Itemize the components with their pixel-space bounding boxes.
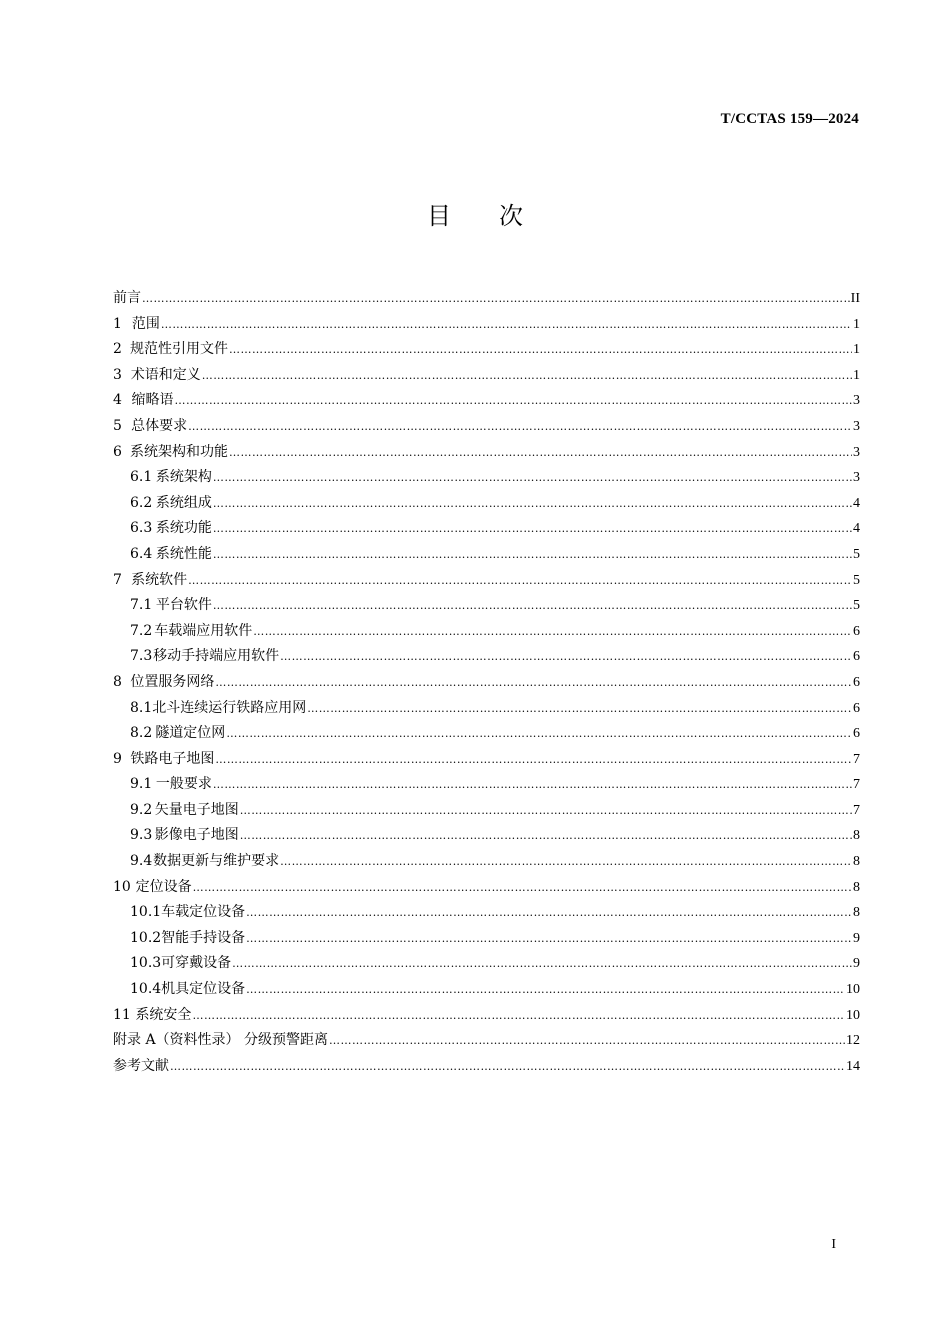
toc-leader-dots <box>240 798 852 824</box>
toc-leader-dots <box>232 951 852 977</box>
toc-entry-number: 7 <box>113 571 122 588</box>
toc-entry-page: 8 <box>853 905 860 921</box>
toc-leader-dots <box>142 286 850 312</box>
toc-entry-7[interactable] <box>113 568 860 594</box>
toc-entry-page: 5 <box>853 572 860 588</box>
toc-entry-6-4[interactable] <box>113 542 860 568</box>
toc-entry-page: 12 <box>846 1033 860 1049</box>
toc-entry-label: 铁路电子地图 <box>130 750 215 767</box>
toc-entry-page: 7 <box>853 751 860 767</box>
table-of-contents <box>113 286 860 1079</box>
toc-entry-10-1[interactable] <box>113 900 860 926</box>
toc-entry-page: 3 <box>853 393 860 409</box>
page-number: I <box>831 1237 836 1252</box>
toc-entry-label: 参考文献 <box>113 1057 169 1074</box>
toc-entry-label: 范围 <box>131 315 160 332</box>
toc-leader-dots <box>213 593 852 619</box>
toc-entry-8-2[interactable] <box>113 721 860 747</box>
toc-leader-dots <box>193 875 852 901</box>
toc-entry-page: II <box>850 291 860 306</box>
toc-entry-10-4[interactable] <box>113 977 860 1003</box>
toc-entry-label: 前言 <box>113 290 141 306</box>
toc-entry-page: 6 <box>853 726 860 742</box>
toc-leader-dots <box>213 516 852 542</box>
toc-title-char-1: 目 <box>427 202 451 230</box>
toc-entry-number: 1 <box>113 315 122 332</box>
toc-entry-label: 可穿戴设备 <box>161 955 232 972</box>
toc-leader-dots <box>188 568 852 594</box>
toc-entry-6-3[interactable] <box>113 516 860 542</box>
toc-leader-dots <box>161 312 852 338</box>
toc-entry-page: 8 <box>853 854 860 870</box>
toc-entry-number: 7.2 <box>130 622 153 639</box>
toc-entry-label: 规范性引用文件 <box>130 341 229 358</box>
toc-entry-label: 术语和定义 <box>130 366 201 383</box>
toc-entry-number: 8 <box>113 673 122 690</box>
toc-entry-page: 10 <box>846 1007 860 1023</box>
toc-entry-number: 4 <box>113 392 122 409</box>
toc-entry-label: 影像电子地图 <box>154 827 239 844</box>
toc-leader-dots <box>240 823 852 849</box>
toc-leader-dots <box>192 1003 845 1029</box>
toc-entry-number: 10.3 <box>130 955 162 972</box>
toc-entry-2[interactable] <box>113 337 860 363</box>
toc-entry-7-3[interactable] <box>113 644 860 670</box>
toc-entry-number: 9.2 <box>130 801 153 818</box>
toc-entry-page: 5 <box>853 598 860 614</box>
toc-entry-label: 缩略语 <box>131 392 174 409</box>
toc-entry-5[interactable] <box>113 414 860 440</box>
toc-leader-dots <box>246 900 852 926</box>
toc-leader-dots <box>253 619 852 645</box>
toc-leader-dots <box>202 363 852 389</box>
toc-entry-label: 一般要求 <box>155 776 212 793</box>
toc-entry-number: 6.1 <box>130 469 153 486</box>
toc-entry-page: 10 <box>846 982 860 998</box>
toc-leader-dots <box>329 1028 845 1054</box>
toc-entry-page: 3 <box>853 444 860 460</box>
toc-entry-4[interactable] <box>113 388 860 414</box>
toc-entry-9-2[interactable] <box>113 798 860 824</box>
toc-entry-number: 8.2 <box>130 725 153 742</box>
toc-leader-dots <box>170 1054 845 1080</box>
toc-entry-8-1[interactable] <box>113 696 860 722</box>
toc-entry-10-3[interactable] <box>113 951 860 977</box>
toc-entry-3[interactable] <box>113 363 860 389</box>
toc-title <box>0 196 950 231</box>
toc-leader-dots <box>246 977 845 1003</box>
toc-entry-number: 6.2 <box>130 494 153 511</box>
toc-entry-number: 3 <box>113 366 122 383</box>
toc-entry-number: 9 <box>113 750 122 767</box>
toc-entry-number: 6.4 <box>130 545 153 562</box>
toc-entry-page: 4 <box>853 495 860 511</box>
toc-leader-dots <box>215 670 852 696</box>
toc-entry-6-1[interactable] <box>113 465 860 491</box>
toc-entry-label: 车载端应用软件 <box>154 622 253 639</box>
toc-entry-label: 系统软件 <box>131 571 188 588</box>
toc-entry-label: 机具定位设备 <box>161 981 246 998</box>
toc-leader-dots <box>215 747 852 773</box>
toc-entry-label: 北斗连续运行铁路应用网 <box>152 699 307 716</box>
toc-leader-dots <box>280 849 852 875</box>
toc-entry-number: 6.3 <box>130 520 153 537</box>
toc-entry-6-2[interactable] <box>113 491 860 517</box>
toc-entry-label: 系统组成 <box>155 494 212 511</box>
toc-entry-label: 定位设备 <box>135 878 192 895</box>
toc-entry-label: 智能手持设备 <box>161 929 246 946</box>
toc-entry-10-2[interactable] <box>113 926 860 952</box>
toc-entry-label: 车载定位设备 <box>161 904 246 921</box>
toc-entry-page: 6 <box>853 649 860 665</box>
toc-entry-page: 4 <box>853 521 860 537</box>
toc-entry-9-4[interactable] <box>113 849 860 875</box>
toc-entry-page: 14 <box>846 1058 860 1074</box>
toc-entry-label: 系统架构 <box>155 469 212 486</box>
toc-entry-label: 系统性能 <box>155 545 212 562</box>
toc-leader-dots <box>213 542 852 568</box>
toc-leader-dots <box>280 644 852 670</box>
toc-entry-page: 7 <box>853 802 860 818</box>
toc-leader-dots <box>213 772 852 798</box>
toc-entry-page: 3 <box>853 418 860 434</box>
toc-entry-page: 6 <box>853 700 860 716</box>
toc-entry-foreword[interactable] <box>113 286 860 312</box>
toc-entry-number: 10.1 <box>130 904 162 921</box>
toc-leader-dots <box>213 465 852 491</box>
toc-entry-9-3[interactable] <box>113 823 860 849</box>
toc-entry-label: 系统功能 <box>155 520 212 537</box>
toc-entry-label: 系统安全 <box>135 1006 192 1023</box>
toc-entry-page: 9 <box>853 956 860 972</box>
toc-entry-number: 5 <box>113 417 122 434</box>
toc-entry-page: 9 <box>853 930 860 946</box>
toc-leader-dots <box>229 337 852 363</box>
toc-entry-number: 8.1 <box>130 699 153 716</box>
toc-entry-label: 移动手持端应用软件 <box>153 648 280 665</box>
toc-entry-page: 7 <box>853 777 860 793</box>
toc-entry-annex-a[interactable] <box>113 1028 860 1054</box>
toc-entry-label: 矢量电子地图 <box>154 801 239 818</box>
toc-entry-page: 3 <box>853 470 860 486</box>
toc-leader-dots <box>229 440 852 466</box>
toc-entry-bibliography[interactable] <box>113 1054 860 1080</box>
toc-entry-number: 9.1 <box>130 776 153 793</box>
toc-leader-dots <box>175 388 853 414</box>
toc-entry-page: 8 <box>853 828 860 844</box>
toc-entry-7-2[interactable] <box>113 619 860 645</box>
toc-leader-dots <box>188 414 852 440</box>
toc-title-char-2: 次 <box>499 202 523 230</box>
toc-entry-label: 系统架构和功能 <box>130 443 229 460</box>
toc-entry-9-1[interactable] <box>113 772 860 798</box>
toc-entry-page: 1 <box>853 367 860 383</box>
toc-entry-number: 10.4 <box>130 981 162 998</box>
toc-entry-page: 6 <box>853 674 860 690</box>
toc-entry-number: 7.1 <box>130 597 153 614</box>
toc-entry-page: 5 <box>853 546 860 562</box>
toc-entry-1[interactable] <box>113 312 860 338</box>
toc-entry-number: 10 <box>113 878 131 895</box>
toc-entry-number: 11 <box>113 1006 131 1023</box>
toc-entry-number: 7.3 <box>130 648 153 665</box>
toc-entry-page: 8 <box>853 879 860 895</box>
toc-entry-label: 位置服务网络 <box>130 673 215 690</box>
toc-entry-page: 6 <box>853 623 860 639</box>
toc-entry-11[interactable] <box>113 1003 860 1029</box>
toc-entry-label: 数据更新与维护要求 <box>153 853 280 870</box>
toc-entry-label: 隧道定位网 <box>155 725 226 742</box>
toc-entry-page: 1 <box>853 316 860 332</box>
toc-entry-number: 6 <box>113 443 122 460</box>
toc-entry-9[interactable] <box>113 747 860 773</box>
toc-entry-6[interactable] <box>113 440 860 466</box>
toc-leader-dots <box>226 721 852 747</box>
toc-entry-label: 附录 A（资料性录） 分级预警距离 <box>113 1032 329 1049</box>
toc-entry-8[interactable] <box>113 670 860 696</box>
toc-entry-number: 10.2 <box>130 929 162 946</box>
toc-entry-7-1[interactable] <box>113 593 860 619</box>
toc-entry-number: 9.4 <box>130 853 153 870</box>
toc-leader-dots <box>213 491 852 517</box>
toc-entry-10[interactable] <box>113 875 860 901</box>
toc-leader-dots <box>246 926 852 952</box>
toc-entry-label: 总体要求 <box>131 417 188 434</box>
toc-entry-number: 9.3 <box>130 827 153 844</box>
toc-entry-page: 1 <box>853 342 860 358</box>
toc-leader-dots <box>307 696 852 722</box>
toc-entry-number: 2 <box>113 341 122 358</box>
standard-code: T/CCTAS 159—2024 <box>720 111 859 127</box>
toc-entry-label: 平台软件 <box>155 597 212 614</box>
